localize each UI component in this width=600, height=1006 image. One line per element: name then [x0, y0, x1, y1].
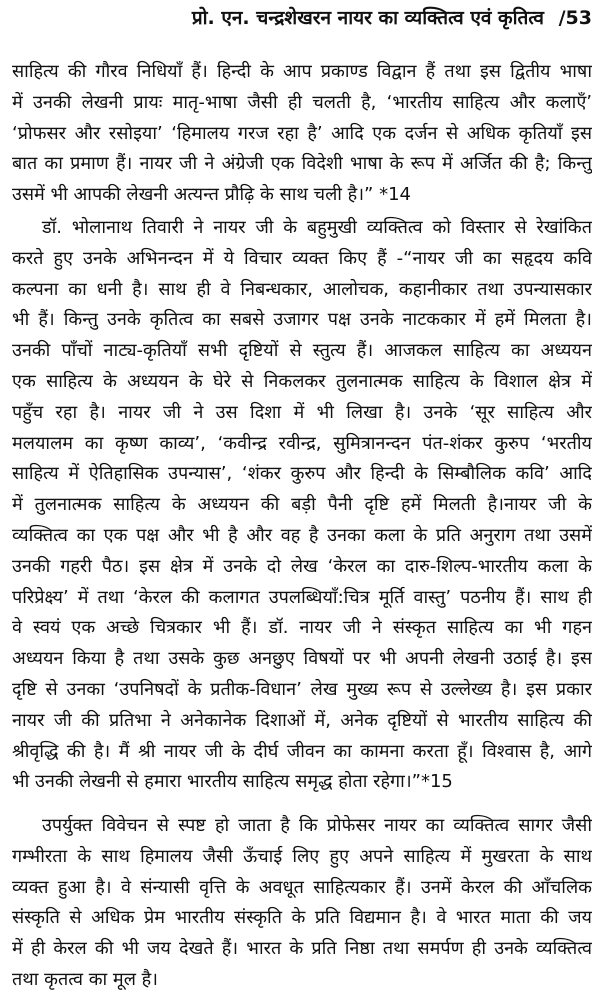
paragraph-1	[12, 57, 592, 211]
text-line: नायर जी की प्रतिभा ने अनेकानेक दिशाओं में, अनेक दृष्टियों से भारतीय साहित्य की	[12, 709, 592, 731]
text-line: मलयालम का कृष्ण काव्य’, ‘कवीन्द्र रवीन्द्र, सुमित्रानन्दन पंत-शंकर कुरुप ‘भरतीय	[12, 432, 592, 454]
header-title: प्रो. एन. चन्द्रशेखरन नायर का व्यक्तित्व एवं कृतित्व	[191, 7, 544, 29]
text-line: उनकी पाँचों नाट्य-कृतियाँ सभी दृष्टियों से स्तुत्य हैं। आजकल साहित्य का अध्ययन	[12, 340, 592, 362]
text-line: वे स्वयं एक अच्छे चित्रकार भी हैं। डॉ. नायर जी ने संस्कृत साहित्य का भी गहन	[12, 617, 592, 639]
paragraph-3	[12, 811, 592, 996]
text-line: उनकी गहरी पैठ। इस क्षेत्र में उनके दो लेख ‘केरल का दारु-शिल्प-भारतीय कला के	[12, 555, 592, 577]
text-line: श्रीवृद्धि की है। मैं श्री नायर जी के दीर्घ जीवन का कामना करता हूँ। विश्वास है, आगे	[12, 740, 592, 762]
text-line: गम्भीरता के साथ हिमालय जैसी ऊँचाई लिए हुए अपने साहित्य में मुखरता के साथ	[12, 845, 592, 867]
text-line: एक साहित्य के अध्ययन के घेरे से निकलकर तुलनात्मक साहित्य के विशाल क्षेत्र में	[12, 370, 592, 392]
text-line: डॉ. भोलानाथ तिवारी ने नायर जी के बहुमुखी व्यक्तित्व को विस्तार से रेखांकित	[42, 217, 592, 238]
text-line: करते हुए उनके अभिनन्दन में ये विचार व्यक्त किए हैं -“नायर जी का सहृदय कवि	[12, 247, 592, 269]
text-line: व्यक्त हुआ है। वे संन्यासी वृत्ति के अवधूत साहित्यकार हैं। उनमें केरल की आँचलिक	[12, 876, 592, 898]
text-line: उसमें भी आपकी लेखनी अत्यन्त प्रौढ़ि के साथ चली है।” *14	[12, 184, 411, 206]
text-line: भी हैं। किन्तु उनके कृतित्व का सबसे उजागर पक्ष उनके नाटककार में हमें मिलता है।	[12, 309, 592, 331]
text-line: दृष्टि से उनका ‘उपनिषदों के प्रतीक-विधान’ लेख मुख्य रूप से उल्लेख्य है। इस प्रकार	[12, 678, 592, 700]
paragraph-2	[12, 213, 592, 798]
text-line: में उनकी लेखनी प्रायः मातृ-भाषा जैसी ही चलती है, ‘भारतीय साहित्य और कलाएँ’	[12, 91, 592, 113]
text-line: बात का प्रमाण हैं। नायर जी ने अंग्रेजी एक विदेशी भाषा के रूप में अर्जित की है; किन्तु	[12, 153, 592, 175]
text-line: व्यक्तित्व का एक पक्ष और भी है और वह है उनका कला के प्रति अनुराग तथा उसमें	[12, 524, 592, 546]
running-header	[192, 4, 592, 30]
text-line: परिप्रेक्ष्य’ में तथा ‘केरल की कलागत उपलब्धियाँ:चित्र मूर्ति वास्तु’ पठनीय हैं। साथ ही	[12, 586, 592, 608]
text-line: साहित्य में ऐतिहासिक उपन्यास’, ‘शंकर कुरुप और हिन्दी के सिम्बौलिक कवि’ आदि	[12, 463, 592, 485]
page-number: /53	[558, 7, 592, 29]
text-line: में ही केरल की भी जय देखते हैं। भारत के प्रति निष्ठा तथा समर्पण ही उनके व्यक्तित्व	[12, 938, 592, 960]
text-line: भी उनकी लेखनी से हमारा भारतीय साहित्य समृद्ध होता रहेगा।”*15	[12, 771, 453, 793]
text-line: पहुँच रहा है। नायर जी ने उस दिशा में भी लिखा है। उनके ‘सूर साहित्य और	[12, 401, 592, 423]
text-line: कल्पना का धनी है। साथ ही वे निबन्धकार, आलोचक, कहानीकार तथा उपन्यासकार	[12, 278, 592, 300]
text-line: साहित्य की गौरव निधियाँ हैं। हिन्दी के आप प्रकाण्ड विद्वान हैं तथा इस द्वितीय भाषा	[12, 61, 592, 82]
text-line: ‘प्रोफसर और रसोइया’ ‘हिमालय गरज रहा है’ आदि एक दर्जन से अधिक कृतियाँ इस	[12, 122, 592, 144]
text-line: उपर्युक्त विवेचन से स्पष्ट हो जाता है कि प्रोफेसर नायर का व्यक्तित्व सागर जैसी	[42, 815, 592, 836]
text-line: तथा कृतत्व का मूल है।	[12, 968, 159, 990]
text-line: में तुलनात्मक साहित्य के अध्ययन की बड़ी पैनी दृष्टि हमें मिलती है।नायर जी के	[12, 494, 592, 516]
text-line: संस्कृति से अधिक प्रेम भारतीय संस्कृति के प्रति विद्यमान है। वे भारत माता की जय	[12, 907, 592, 929]
text-line: अध्ययन किया है तथा उसके कुछ अनछुए विषयों पर भी अपनी लेखनी उठाई है। इस	[12, 648, 592, 670]
